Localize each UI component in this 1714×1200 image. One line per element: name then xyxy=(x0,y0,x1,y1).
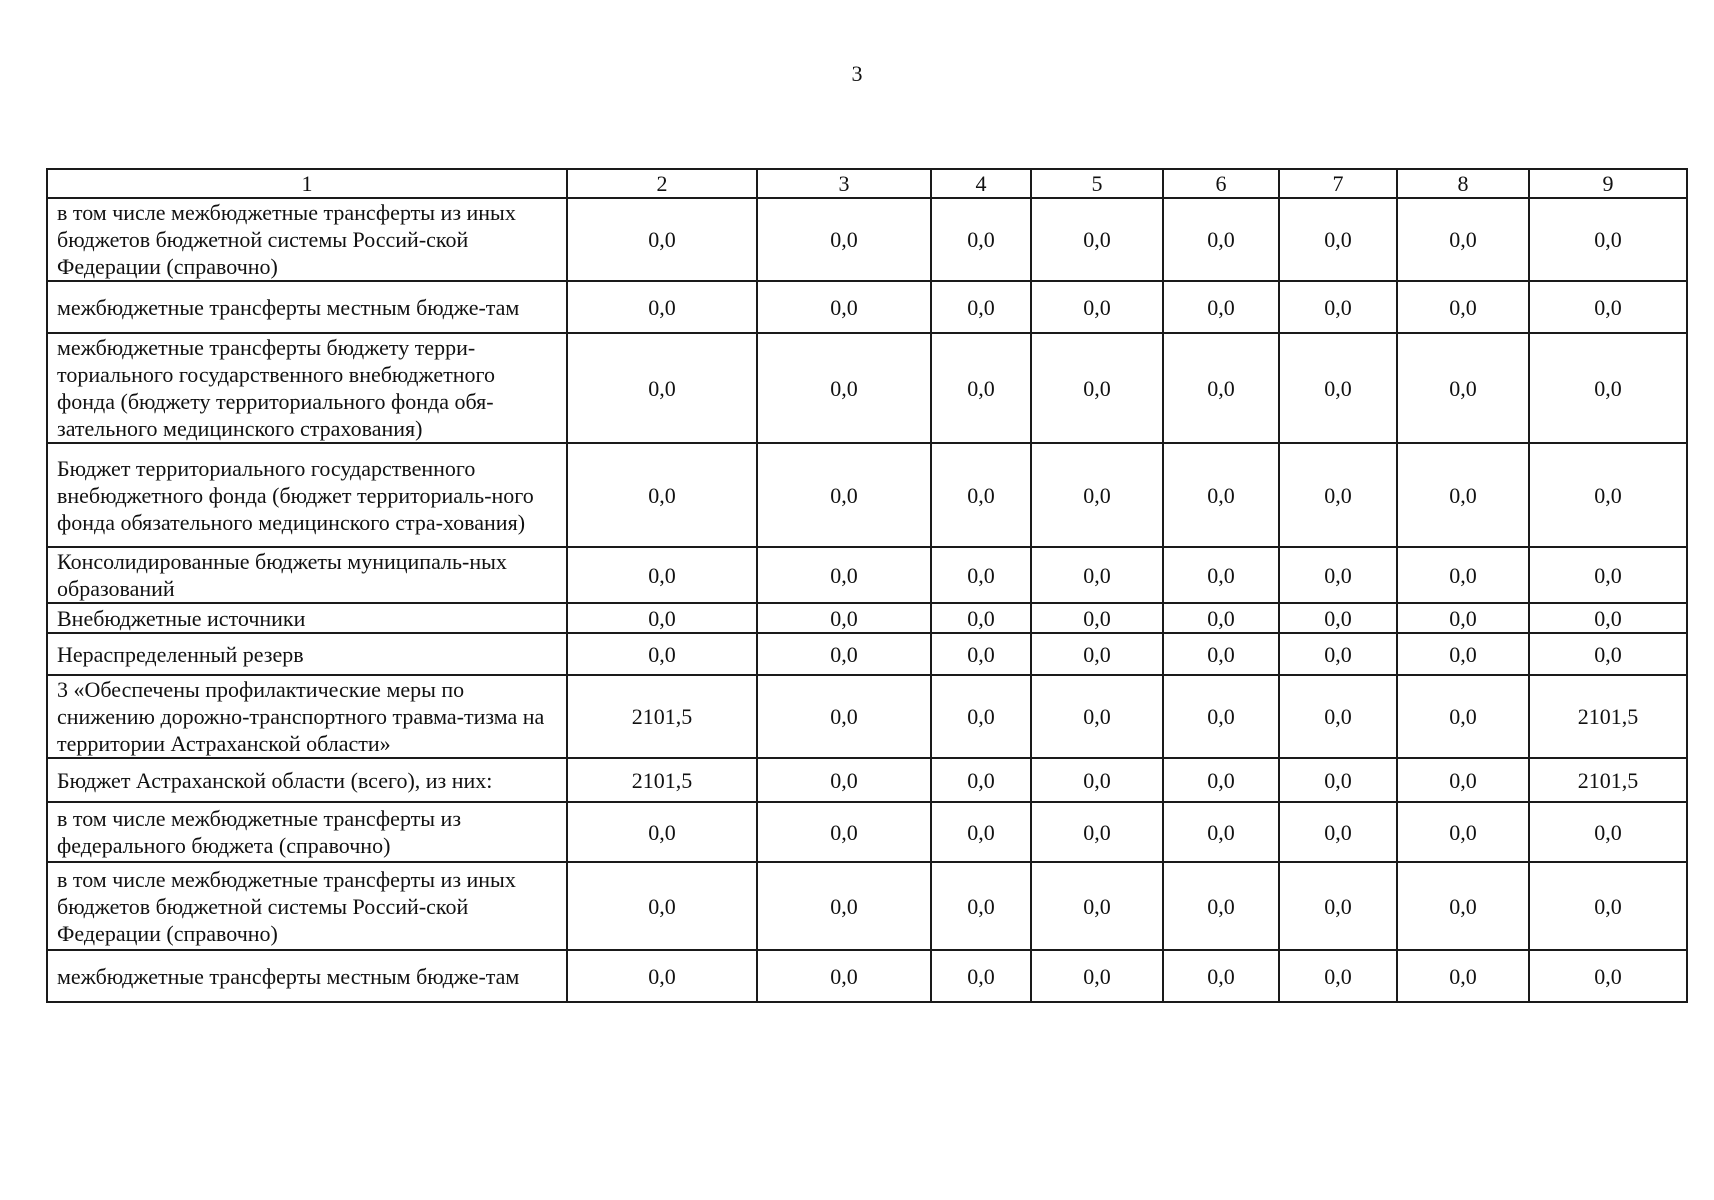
cell-value: 0,0 xyxy=(1031,198,1163,281)
cell-value: 0,0 xyxy=(567,198,757,281)
cell-value: 0,0 xyxy=(1163,198,1279,281)
cell-value: 0,0 xyxy=(1529,198,1687,281)
cell-value: 0,0 xyxy=(1163,603,1279,633)
cell-value: 0,0 xyxy=(1163,281,1279,333)
row-label: в том числе межбюджетные трансферты из федерального бюджета (справочно) xyxy=(47,802,567,862)
column-number: 9 xyxy=(1529,169,1687,198)
column-number: 7 xyxy=(1279,169,1397,198)
cell-value: 0,0 xyxy=(1397,633,1529,675)
row-label: Консолидированные бюджеты муниципаль-ных образований xyxy=(47,547,567,603)
cell-value: 0,0 xyxy=(1529,333,1687,443)
cell-value: 0,0 xyxy=(1163,443,1279,547)
column-number: 1 xyxy=(47,169,567,198)
cell-value: 0,0 xyxy=(1031,758,1163,802)
column-number: 4 xyxy=(931,169,1031,198)
cell-value: 0,0 xyxy=(757,333,931,443)
cell-value: 0,0 xyxy=(931,758,1031,802)
cell-value: 0,0 xyxy=(757,758,931,802)
cell-value: 0,0 xyxy=(1397,603,1529,633)
table-body xyxy=(47,198,1687,1002)
table-row xyxy=(47,547,1687,603)
cell-value: 0,0 xyxy=(1031,633,1163,675)
cell-value: 0,0 xyxy=(1031,862,1163,950)
cell-value: 0,0 xyxy=(1529,802,1687,862)
cell-value: 0,0 xyxy=(567,950,757,1002)
cell-value: 0,0 xyxy=(757,802,931,862)
cell-value: 0,0 xyxy=(1279,443,1397,547)
row-label: в том числе межбюджетные трансферты из иных бюджетов бюджетной системы Россий-ской Федерации (справочно) xyxy=(47,862,567,950)
cell-value: 0,0 xyxy=(1529,633,1687,675)
cell-value: 0,0 xyxy=(1279,333,1397,443)
cell-value: 0,0 xyxy=(1279,675,1397,758)
cell-value: 0,0 xyxy=(757,603,931,633)
cell-value: 0,0 xyxy=(567,802,757,862)
column-number: 6 xyxy=(1163,169,1279,198)
cell-value: 0,0 xyxy=(931,950,1031,1002)
cell-value: 0,0 xyxy=(1397,675,1529,758)
cell-value: 0,0 xyxy=(1163,802,1279,862)
cell-value: 0,0 xyxy=(1163,333,1279,443)
page-number: 3 xyxy=(851,61,863,86)
row-label: Нераспределенный резерв xyxy=(47,633,567,675)
cell-value: 0,0 xyxy=(1279,950,1397,1002)
table-row xyxy=(47,603,1687,633)
table-row xyxy=(47,333,1687,443)
cell-value: 0,0 xyxy=(567,281,757,333)
cell-value: 2101,5 xyxy=(1529,675,1687,758)
table-row xyxy=(47,633,1687,675)
cell-value: 0,0 xyxy=(567,547,757,603)
table-row xyxy=(47,950,1687,1002)
column-number: 5 xyxy=(1031,169,1163,198)
cell-value: 0,0 xyxy=(931,633,1031,675)
table-row xyxy=(47,862,1687,950)
cell-value: 0,0 xyxy=(567,443,757,547)
cell-value: 0,0 xyxy=(757,443,931,547)
cell-value: 0,0 xyxy=(931,862,1031,950)
cell-value: 0,0 xyxy=(1529,281,1687,333)
cell-value: 0,0 xyxy=(757,862,931,950)
cell-value: 0,0 xyxy=(931,603,1031,633)
cell-value: 0,0 xyxy=(757,547,931,603)
row-label: Внебюджетные источники xyxy=(47,603,567,633)
cell-value: 0,0 xyxy=(1163,547,1279,603)
row-label: в том числе межбюджетные трансферты из иных бюджетов бюджетной системы Россий-ской Федерации (справочно) xyxy=(47,198,567,281)
column-number: 8 xyxy=(1397,169,1529,198)
cell-value: 0,0 xyxy=(1031,802,1163,862)
budget-table xyxy=(46,168,1688,1003)
cell-value: 0,0 xyxy=(1397,758,1529,802)
cell-value: 0,0 xyxy=(931,547,1031,603)
table-row xyxy=(47,758,1687,802)
cell-value: 0,0 xyxy=(1397,802,1529,862)
table-row xyxy=(47,198,1687,281)
cell-value: 0,0 xyxy=(1397,281,1529,333)
cell-value: 0,0 xyxy=(1163,758,1279,802)
cell-value: 0,0 xyxy=(757,198,931,281)
row-label: межбюджетные трансферты местным бюдже-там xyxy=(47,950,567,1002)
cell-value: 0,0 xyxy=(757,281,931,333)
cell-value: 0,0 xyxy=(1279,862,1397,950)
table-row xyxy=(47,281,1687,333)
cell-value: 0,0 xyxy=(1279,281,1397,333)
cell-value: 0,0 xyxy=(1031,333,1163,443)
row-label: 3 «Обеспечены профилактические меры по снижению дорожно-транспортного травма-тизма на территории Астраханской области» xyxy=(47,675,567,758)
column-number-row xyxy=(47,169,1687,198)
table-row xyxy=(47,802,1687,862)
cell-value: 0,0 xyxy=(1031,547,1163,603)
cell-value: 0,0 xyxy=(931,675,1031,758)
cell-value: 0,0 xyxy=(1397,333,1529,443)
cell-value: 0,0 xyxy=(1279,758,1397,802)
row-label: Бюджет территориального государственного внебюджетного фонда (бюджет территориаль-ного фонда обязательного медицинского стра-хования) xyxy=(47,443,567,547)
cell-value: 0,0 xyxy=(567,633,757,675)
cell-value: 0,0 xyxy=(1163,633,1279,675)
row-label: межбюджетные трансферты местным бюдже-там xyxy=(47,281,567,333)
column-number: 2 xyxy=(567,169,757,198)
cell-value: 2101,5 xyxy=(1529,758,1687,802)
cell-value: 0,0 xyxy=(931,198,1031,281)
cell-value: 0,0 xyxy=(1163,862,1279,950)
cell-value: 0,0 xyxy=(567,862,757,950)
cell-value: 0,0 xyxy=(1397,862,1529,950)
cell-value: 0,0 xyxy=(1279,603,1397,633)
cell-value: 0,0 xyxy=(1529,547,1687,603)
cell-value: 0,0 xyxy=(931,443,1031,547)
table-row xyxy=(47,443,1687,547)
cell-value: 0,0 xyxy=(1529,950,1687,1002)
cell-value: 0,0 xyxy=(1397,547,1529,603)
cell-value: 0,0 xyxy=(1279,633,1397,675)
cell-value: 0,0 xyxy=(757,950,931,1002)
cell-value: 0,0 xyxy=(1279,802,1397,862)
row-label: Бюджет Астраханской области (всего), из них: xyxy=(47,758,567,802)
cell-value: 0,0 xyxy=(931,802,1031,862)
cell-value: 0,0 xyxy=(757,633,931,675)
cell-value: 0,0 xyxy=(1397,950,1529,1002)
cell-value: 0,0 xyxy=(1031,281,1163,333)
cell-value: 0,0 xyxy=(1031,950,1163,1002)
cell-value: 0,0 xyxy=(931,333,1031,443)
cell-value: 0,0 xyxy=(567,603,757,633)
table-row xyxy=(47,675,1687,758)
cell-value: 0,0 xyxy=(1397,443,1529,547)
cell-value: 2101,5 xyxy=(567,675,757,758)
cell-value: 0,0 xyxy=(1031,603,1163,633)
cell-value: 0,0 xyxy=(931,281,1031,333)
cell-value: 0,0 xyxy=(757,675,931,758)
cell-value: 0,0 xyxy=(1529,443,1687,547)
cell-value: 0,0 xyxy=(1529,862,1687,950)
cell-value: 0,0 xyxy=(1163,950,1279,1002)
cell-value: 0,0 xyxy=(1031,675,1163,758)
cell-value: 0,0 xyxy=(567,333,757,443)
column-number: 3 xyxy=(757,169,931,198)
cell-value: 2101,5 xyxy=(567,758,757,802)
cell-value: 0,0 xyxy=(1163,675,1279,758)
cell-value: 0,0 xyxy=(1397,198,1529,281)
cell-value: 0,0 xyxy=(1279,547,1397,603)
row-label: межбюджетные трансферты бюджету терри-ториального государственного внебюджетного фонда (бюджету территориального фонда обя-зательного медицинского страхования) xyxy=(47,333,567,443)
table-header xyxy=(47,169,1687,198)
cell-value: 0,0 xyxy=(1529,603,1687,633)
cell-value: 0,0 xyxy=(1031,443,1163,547)
cell-value: 0,0 xyxy=(1279,198,1397,281)
